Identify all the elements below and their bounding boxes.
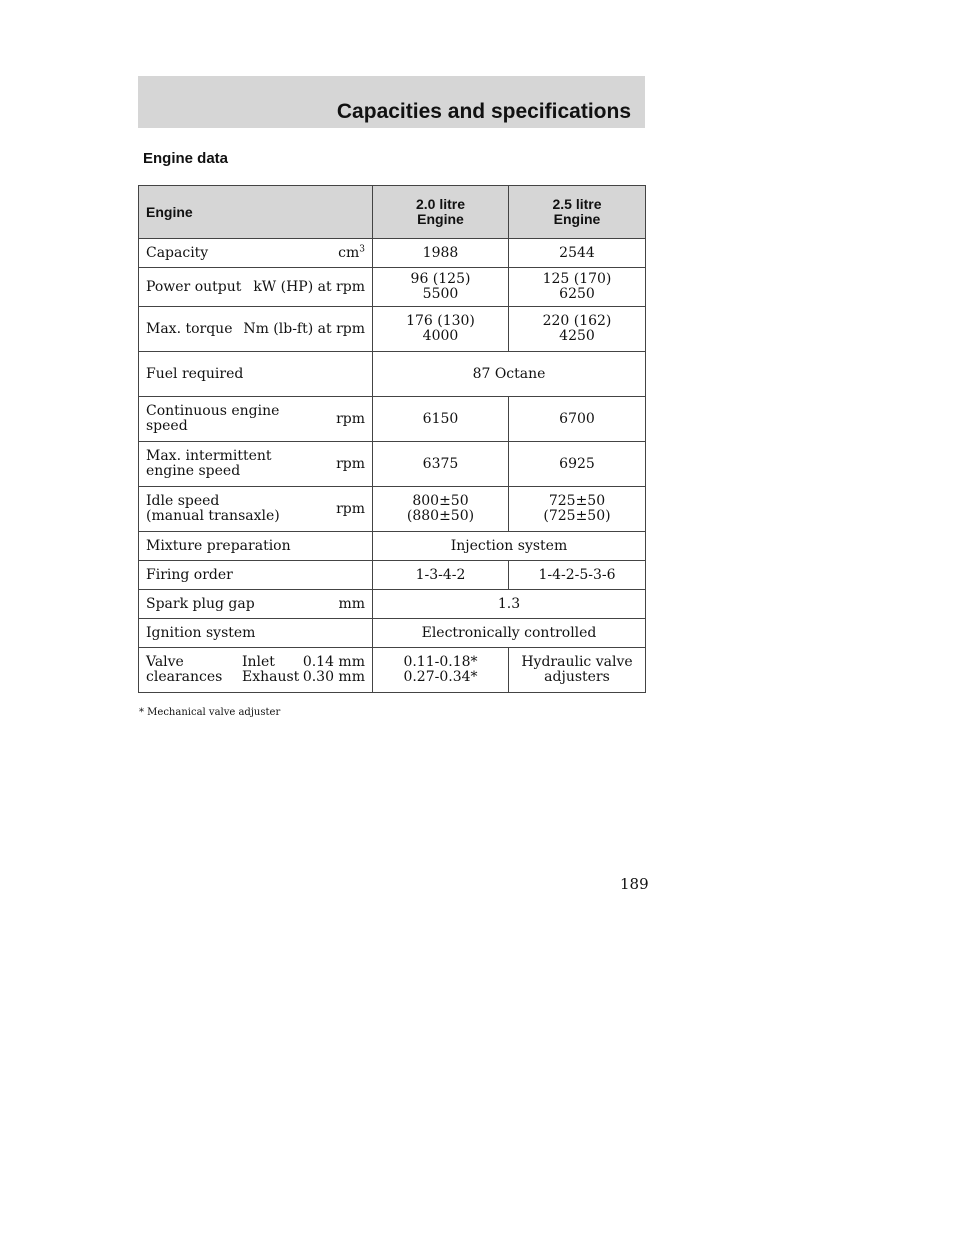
row-label: Ignition system (146, 624, 256, 641)
table-row (139, 487, 646, 532)
table-row (139, 590, 646, 619)
value-2-5: 6700 (509, 397, 646, 442)
value-span: 87 Octane (373, 352, 646, 397)
row-label: Idle speed (manual transaxle) (146, 493, 280, 524)
row-label: Capacity (146, 244, 209, 261)
row-param (139, 352, 373, 397)
row-param (139, 561, 373, 590)
value-2-5: 6925 (509, 442, 646, 487)
row-label: Max. torque (146, 320, 233, 337)
row-param (139, 487, 373, 532)
value-2-0: 6375 (373, 442, 509, 487)
row-param (139, 268, 373, 307)
row-param (139, 532, 373, 561)
header-engine: Engine (139, 186, 373, 239)
header-2-0-litre: 2.0 litre Engine (373, 186, 509, 239)
row-param (139, 619, 373, 648)
row-sublabel: Inlet Exhaust (242, 654, 300, 685)
table-row (139, 397, 646, 442)
value-2-5: 1-4-2-5-3-6 (509, 561, 646, 590)
row-unit: mm (338, 595, 365, 612)
row-label: Spark plug gap (146, 595, 255, 612)
row-unit: rpm (336, 500, 365, 517)
row-unit: Nm (lb-ft) at rpm (243, 320, 365, 337)
row-param (139, 307, 373, 352)
value-2-0: 96 (125) 5500 (373, 268, 509, 307)
table-row (139, 307, 646, 352)
header-bar (138, 76, 645, 128)
row-unit: $cm^3$ (338, 243, 365, 261)
value-span: Electronically controlled (373, 619, 646, 648)
value-2-0: 176 (130) 4000 (373, 307, 509, 352)
row-label: Max. intermittent engine speed (146, 448, 272, 479)
value-2-0: 1988 (373, 239, 509, 268)
row-label: Fuel required (146, 365, 244, 382)
value-2-0: 0.11-0.18* 0.27-0.34* (373, 648, 509, 693)
row-unit: kW (HP) at rpm (253, 278, 365, 295)
value-2-5: 725±50 (725±50) (509, 487, 646, 532)
table-row (139, 648, 646, 693)
value-2-5: Hydraulic valve adjusters (509, 648, 646, 693)
value-2-0: 800±50 (880±50) (373, 487, 509, 532)
value-2-0: 6150 (373, 397, 509, 442)
row-label: Continuous engine speed (146, 403, 280, 434)
page-title: Capacities and specifications (336, 100, 631, 123)
table-row (139, 442, 646, 487)
row-param (139, 239, 373, 268)
value-2-5: 2544 (509, 239, 646, 268)
footnote: * Mechanical valve adjuster (139, 707, 281, 718)
table-row (139, 268, 646, 307)
table-row (139, 532, 646, 561)
header-2-5-litre: 2.5 litre Engine (509, 186, 646, 239)
section-title: Engine data (143, 150, 229, 167)
row-label: Mixture preparation (146, 537, 291, 554)
row-label: Firing order (146, 566, 233, 583)
table-row (139, 352, 646, 397)
value-2-5: 220 (162) 4250 (509, 307, 646, 352)
row-param (139, 648, 373, 693)
row-param (139, 442, 373, 487)
value-span: 1.3 (373, 590, 646, 619)
row-unit: rpm (336, 410, 365, 427)
row-label: Valve clearances (146, 654, 223, 685)
page-number: 189 (620, 875, 649, 893)
table-row (139, 239, 646, 268)
row-unit: rpm (336, 455, 365, 472)
value-2-5: 125 (170) 6250 (509, 268, 646, 307)
table-header-row (139, 186, 646, 239)
row-param (139, 590, 373, 619)
row-param (139, 397, 373, 442)
value-span: Injection system (373, 532, 646, 561)
table-row (139, 561, 646, 590)
value-2-0: 1-3-4-2 (373, 561, 509, 590)
row-label: Power output (146, 278, 242, 295)
row-unit: 0.14 mm 0.30 mm (302, 654, 365, 685)
engine-data-table (138, 185, 646, 693)
table-row (139, 619, 646, 648)
